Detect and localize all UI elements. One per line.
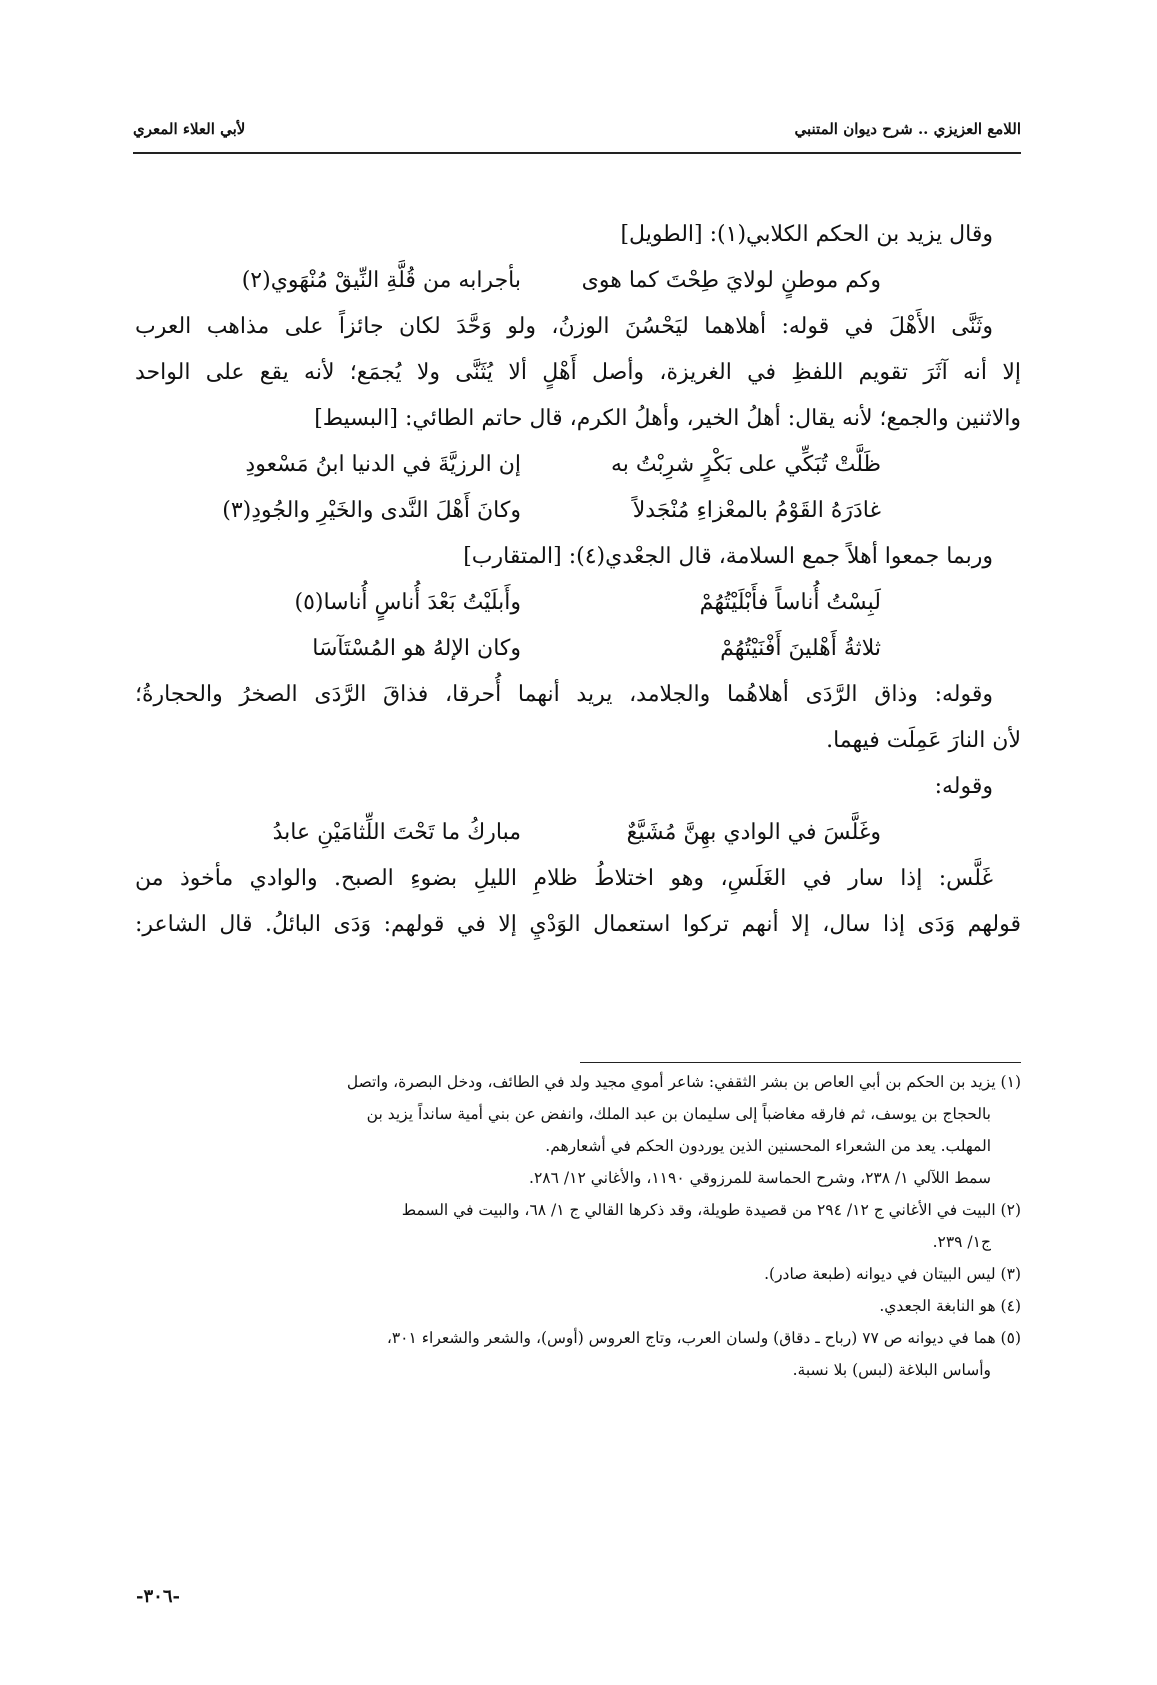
verse-line <box>135 258 1021 304</box>
verse-second-hemistich: وأَبلَيْتُ بَعْدَ أُناسٍ أُناسا(٥) <box>294 590 521 615</box>
intro-line: وقال يزيد بن الحكم الكلابي(١): [الطويل] <box>620 222 993 247</box>
footnote-line: المهلب. يعد من الشعراء المحسنين الذين يوردون الحكم في أشعارهم. <box>545 1137 991 1155</box>
paragraph-line: والاثنين والجمع؛ لأنه يقال: أهلُ الخير، وأهلُ الكرم، قال حاتم الطائي: [البسيط] <box>314 406 1021 431</box>
footnote-line: (٢) البيت في الأغاني ج ١٢/ ٢٩٤ من قصيدة طويلة، وقد ذكرها القالي ج ١/ ٦٨، والبيت في السمط <box>401 1201 1021 1219</box>
footnote-line: سمط اللآلي ١/ ٢٣٨، وشرح الحماسة للمرزوقي ١١٩٠، والأغاني ١٢/ ٢٨٦. <box>529 1169 991 1187</box>
verse-second-hemistich: إن الرزيَّةَ في الدنيا ابنُ مَسْعودِ <box>245 452 521 477</box>
paragraph-line: غَلَّس: إذا سار في الغَلَسِ، وهو اختلاطُ ظلامِ الليلِ بضوءِ الصبح. والوادي مأخوذ من <box>135 866 993 891</box>
verse-line <box>135 442 1021 488</box>
paragraph-line: وقوله: وذاق الرَّدَى أهلاهُما والجلامد، يريد أنهما أُحرقا، فذاقَ الرَّدَى الصخرُ والحجارةُ؛ <box>135 682 993 707</box>
verse-second-hemistich: وكان الإلهُ هو المُسْتَآسَا <box>312 636 521 661</box>
footnote-line: (١) يزيد بن الحكم بن أبي العاص بن بشر الثقفي: شاعر أموي مجيد ولد في الطائف، ودخل البصرة، واتصل <box>346 1073 1021 1091</box>
running-header <box>133 112 1021 154</box>
footnote-3 <box>135 1258 1021 1290</box>
paragraph-line: قولهم وَدَى إذا سال، إلا أنهم تركوا استعمال الوَدْيِ إلا في قولهم: وَدَى البائلُ. قال الشاعر: <box>135 912 1021 937</box>
footnote-4 <box>135 1290 1021 1322</box>
verse-first-hemistich: وغَلَّسَ في الوادي بهِنَّ مُشَيَّعٌ <box>626 820 881 845</box>
verse-second-hemistich: بأجرابه من قُلَّةِ النِّيقْ مُنْهَوي(٢) <box>241 268 521 293</box>
footnote-line: (٣) ليس البيتان في ديوانه (طبعة صادر). <box>764 1265 1021 1283</box>
footnote-2 <box>135 1194 1021 1258</box>
footnote-line: (٥) هما في ديوانه ص ٧٧ (رباح ـ دقاق) ولسان العرب، وتاج العروس (أوس)، والشعر والشعراء ٣٠١، <box>386 1329 1021 1347</box>
footnote-1 <box>135 1066 1021 1194</box>
paragraph-line: وثَنَّى الأَهْلَ في قوله: أهلاهما ليَحْسُنَ الوزنُ، ولو وَحَّدَ لكان جائزاً على مذاهب العرب <box>135 314 993 339</box>
footnote-line: بالحجاج بن يوسف، ثم فارقه مغاضباً إلى سليمان بن عبد الملك، وانفض عن بني أمية سانداً يزيد بن <box>366 1105 991 1123</box>
footnote-line: ج١/ ٢٣٩. <box>932 1233 991 1251</box>
footnote-line: (٤) هو النابغة الجعدي. <box>879 1297 1021 1315</box>
intro-line: وقوله: <box>934 774 993 799</box>
verse-first-hemistich: غادَرَهُ القَوْمُ بالمعْزاءِ مُنْجَدلاً <box>632 498 881 523</box>
verse-first-hemistich: وكم موطنٍ لولايَ طِحْتَ كما هوى <box>581 268 881 293</box>
verse-line <box>135 580 1021 626</box>
verse-first-hemistich: لَبِسْتُ أُناساً فأَبْلَيْتُهُمْ <box>699 590 881 615</box>
footnote-separator <box>580 1062 1021 1063</box>
paragraph-line: إلا أنه آثَرَ تقويم اللفظِ في الغريزة، وأصل أَهْلٍ ألا يُثَنَّى ولا يُجمَع؛ لأنه يقع على الواحد <box>135 360 1021 385</box>
intro-line: وربما جمعوا أهلاً جمع السلامة، قال الجعْدي(٤): [المتقارب] <box>463 544 993 569</box>
verse-line <box>135 626 1021 672</box>
verse-line <box>135 488 1021 534</box>
footnote-line: وأساس البلاغة (لبس) بلا نسبة. <box>792 1361 991 1379</box>
footnotes <box>135 1066 1021 1386</box>
verse-second-hemistich: وكانَ أَهْلَ النَّدى والخَيْرِ والجُودِ(٣) <box>222 498 521 523</box>
book-title: اللامع العزيزي .. شرح ديوان المتنبي <box>794 120 1021 138</box>
verse-first-hemistich: ظَلَّتْ تُبَكِّي على بَكْرٍ شرِبْتُ به <box>611 452 881 477</box>
page-number: -٣٠٦- <box>136 1586 180 1607</box>
verse-second-hemistich: مباركُ ما تَحْتَ اللِّثامَيْنِ عابدُ <box>272 820 521 845</box>
author-name: لأبي العلاء المعري <box>133 120 246 138</box>
paragraph-line: لأن النارَ عَمِلَت فيهما. <box>826 728 1021 753</box>
verse-first-hemistich: ثلاثةُ أَهْلينَ أَفْنَيْتُهُمْ <box>720 636 881 661</box>
footnote-5 <box>135 1322 1021 1386</box>
verse-line <box>135 810 1021 856</box>
main-text <box>135 212 1021 948</box>
